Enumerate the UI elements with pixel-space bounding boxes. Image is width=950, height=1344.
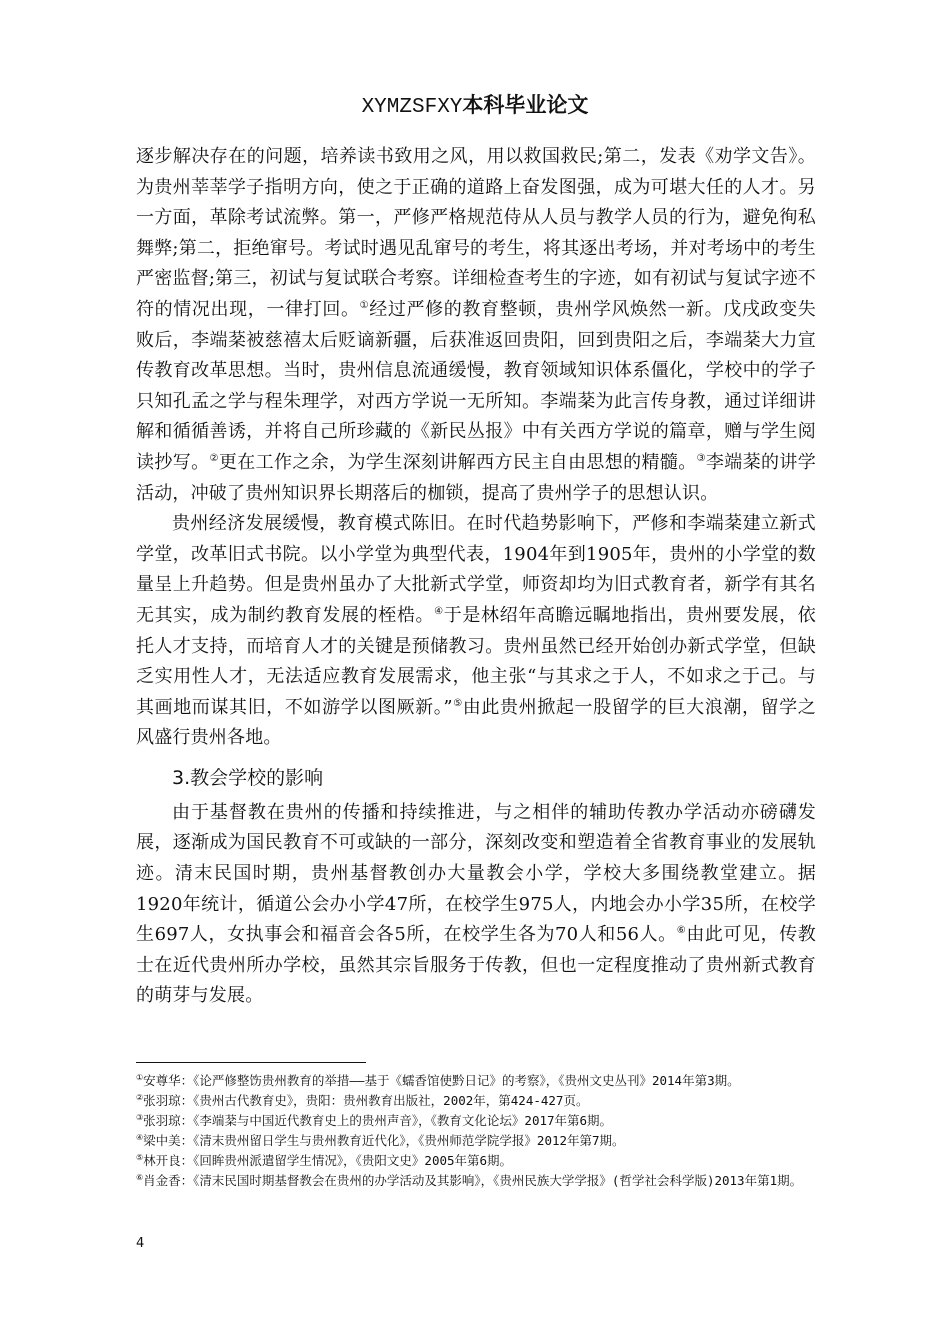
page-header: [0, 92, 950, 121]
footnote-separator: [136, 1062, 366, 1063]
paragraph-text: 李端棻的讲学活动，冲破了贵州知识界长期落后的枷锁，提高了贵州学子的思想认识。: [136, 451, 816, 504]
paragraph-text: 由此贵州掀起一股留学的巨大浪潮，留学之风盛行贵州各地。: [136, 696, 816, 749]
footnotes: [136, 1071, 816, 1191]
body-text: [136, 142, 816, 1012]
footnote-ref: ②: [209, 452, 219, 464]
footnote-1: [136, 1071, 816, 1091]
footnote-4: [136, 1131, 816, 1151]
footnote-text: 张羽琼：《贵州古代教育史》，贵阳：贵州教育出版社，2002年，第424-427页。: [143, 1093, 589, 1108]
paragraph-text: 更在工作之余，为学生深刻讲解西方民主自由思想的精髓。: [218, 451, 697, 473]
section-heading: 3.教会学校的影响: [172, 766, 324, 789]
paragraph-2: [136, 509, 816, 754]
paragraph-text: 由此可见，传教士在近代贵州所办学校，虽然其宗旨服务于传教，但也一定程度推动了贵州新式教育的萌芽与发展。: [136, 924, 817, 1007]
footnote-6: [136, 1171, 816, 1191]
header-title: 本科毕业论文: [462, 93, 589, 117]
footnote-text: 安尊华：《论严修整饬贵州教育的举措——基于《蠕香馆使黔日记》的考察》，《贵州文史丛刊》2014年第3期。: [143, 1073, 740, 1088]
footnote-text: 肖金香：《清末民国时期基督教会在贵州的办学活动及其影响》，《贵州民族大学学报》(哲学社会科学版)2013年第1期。: [143, 1173, 803, 1188]
footnote-mark: ③: [136, 1113, 144, 1122]
footnote-mark: ⑤: [136, 1153, 144, 1162]
footnote-mark: ①: [136, 1073, 144, 1082]
paragraph-text: 逐步解决存在的问题，培养读书致用之风，用以救国救民;第二，发表《劝学文告》。为贵州莘莘学子指明方向，使之于正确的道路上奋发图强，成为可堪大任的人才。另一方面，革除考试流弊。第一，严修严格规范侍从人员与教学人员的行为，避免徇私舞弊;第二，拒绝窜号。考试时遇见乱窜号的考生，将其逐出考场，并对考场中的考生严密监督;第三，初试与复试联合考察。详细检查考生的字迹，如有初试与复试字迹不符的情况出现，一律打回。: [136, 146, 816, 320]
paragraph-3: [136, 798, 816, 1012]
footnote-2: [136, 1091, 816, 1111]
footnote-ref: ⑤: [452, 697, 463, 709]
header-code: XYMZSFXY: [361, 96, 463, 119]
footnote-text: 林开良：《回眸贵州派遣留学生情况》，《贵阳文史》2005年第6期。: [143, 1153, 513, 1168]
footnote-mark: ④: [136, 1133, 144, 1142]
footnote-3: [136, 1111, 816, 1131]
paragraph-text: 经过严修的教育整顿，贵州学风焕然一新。戊戌政变失败后，李端棻被慈禧太后贬谪新疆，后获准返回贵阳，回到贵阳之后，李端棻大力宣传教育改革思想。当时，贵州信息流通缓慢，教育领域知识体系僵化，学校中的学子只知孔孟之学与程朱理学，对西方学说一无所知。李端棻为此言传身教，通过详细讲解和循循善诱，并将自己所珍藏的《新民丛报》中有关西方学说的篇章，赠与学生阅读抄写。: [136, 298, 816, 473]
footnote-ref: ③: [696, 452, 706, 464]
footnote-ref: ⑥: [676, 925, 687, 937]
page-number: 4: [136, 1236, 145, 1251]
paragraph-1: [136, 142, 816, 509]
footnote-mark: ⑥: [136, 1173, 144, 1182]
footnote-ref: ①: [359, 299, 370, 311]
footnote-text: 张羽琼：《李端棻与中国近代教育史上的贵州声音》，《教育文化论坛》2017年第6期。: [143, 1113, 613, 1128]
paragraph-text: 由于基督教在贵州的传播和持续推进，与之相伴的辅助传教办学活动亦磅礴发展，逐渐成为国民教育不可或缺的一部分，深刻改变和塑造着全省教育事业的发展轨迹。清末民国时期，贵州基督教创办大量教会小学，学校大多围绕教堂建立。据1920年统计，循道公会办小学47所，在校学生975人，内地会办小学35所，在校学生697人，女执事会和福音会各5所，在校学生各为70人和56人。: [136, 801, 816, 946]
footnote-mark: ②: [136, 1093, 144, 1102]
footnote-text: 梁中美：《清末贵州留日学生与贵州教育近代化》，《贵州师范学院学报》2012年第7期。: [143, 1133, 625, 1148]
paragraph-text: 贵州经济发展缓慢，教育模式陈旧。在时代趋势影响下，严修和李端棻建立新式学堂，改革旧式书院。以小学堂为典型代表，1904年到1905年，贵州的小学堂的数量呈上升趋势。但是贵州虽办了大批新式学堂，师资却均为旧式教育者，新学有其名无其实，成为制约教育发展的桎梏。: [136, 513, 816, 626]
footnote-ref: ④: [434, 605, 444, 617]
footnote-5: [136, 1151, 816, 1171]
paragraph-text: 于是林绍年高瞻远瞩地指出，贵州要发展，依托人才支持，而培育人才的关键是预储教习。贵州虽然已经开始创办新式学堂，但缺乏实用性人才，无法适应教育发展需求，他主张“与其求之于人，不如求之于己。与其画地而谋其旧，不如游学以图厥新。”: [136, 604, 817, 718]
